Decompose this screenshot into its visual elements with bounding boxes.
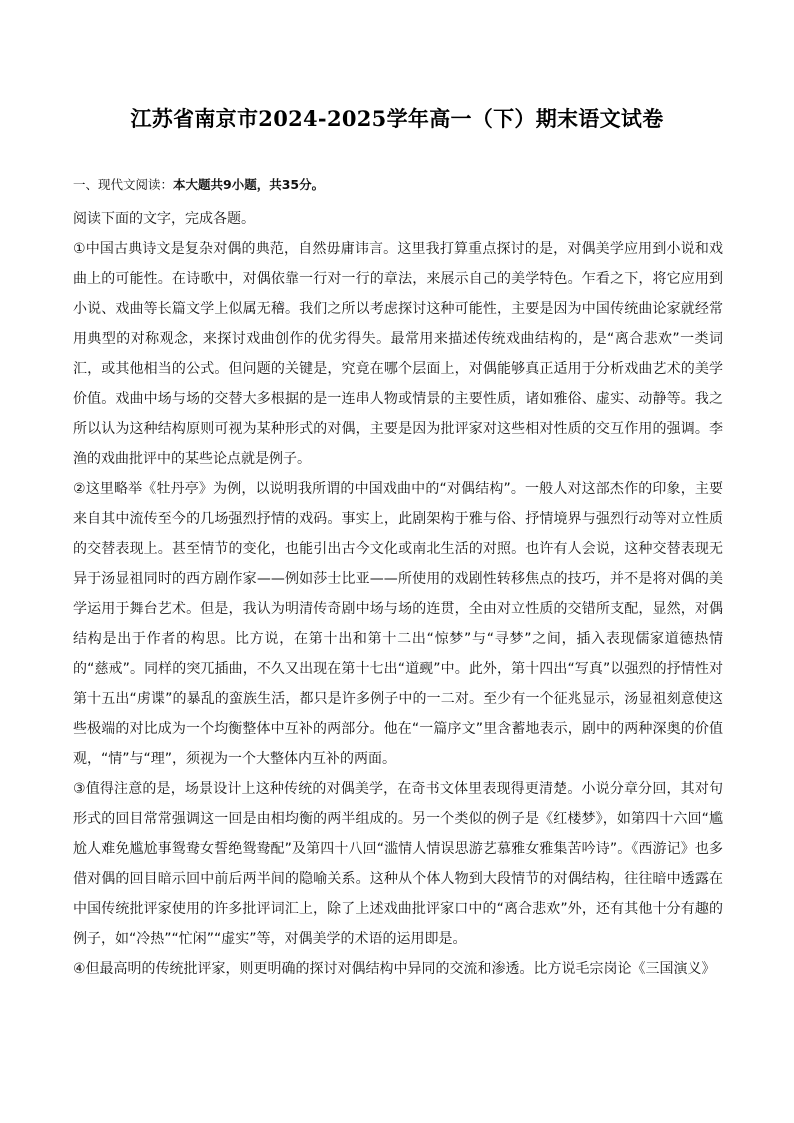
exam-title: 江苏省南京市2024-2025学年高一（下）期末语文试卷 [130, 106, 664, 131]
exam-content [73, 172, 723, 984]
paragraph-4: ④但最高明的传统批评家，则更明确的探讨对偶结构中异同的交流和渗透。比方说毛宗岗论《三国演义》 [73, 961, 716, 977]
paragraph-2: ②这里略举《牡丹亭》为例，以说明我所谓的中国戏曲中的“对偶结构”。一般人对这部杰作的印象，主要来自其中流传至今的几场强烈抒情的戏码。事实上，此剧架构于雅与俗、抒情境界与强烈行动等对立性质的交替表现上。甚至情节的变化，也能引出古今文化或南北生活的对照。也许有人会说，这种交替表现无异于汤显祖同时的西方剧作家——例如莎士比亚——所使用的戏剧性转移焦点的技巧，并不是将对偶的美学运用于舞台艺术。但是，我认为明清传奇剧中场与场的连贯，全由对立性质的交错所支配，显然，对偶结构是出于作者的构思。比方说，在第十出和第十二出“惊梦”与“寻梦”之间，插入表现儒家道德热情的“慈戒”。同样的突兀插曲，不久又出现在第十七出“道觋”中。此外，第十四出“写真”以强烈的抒情性对第十五出“虏谍”的暴乱的蛮族生活，都只是许多例子中的一二对。至少有一个征兆显示，汤显祖刻意使这些极端的对比成为一个均衡整体中互补的两部分。他在“一篇序文”里含蓄地表示，剧中的两种深奥的价值观，“情”与“理”，须视为一个大整体内互补的两面。 [73, 481, 723, 767]
reading-instruction: 阅读下面的文字，完成各题。 [73, 211, 255, 227]
section-heading [73, 172, 723, 198]
paragraph-1: ①中国古典诗文是复杂对偶的典范，自然毋庸讳言。这里我打算重点探讨的是，对偶美学应用到小说和戏曲上的可能性。在诗歌中，对偶依靠一行对一行的章法，来展示自己的美学特色。乍看之下，将它应用到小说、戏曲等长篇文学上似属无稽。我们之所以考虑探讨这种可能性，主要是因为中国传统曲论家就经常用典型的对称观念，来探讨戏曲创作的优劣得失。最常用来描述传统戏曲结构的，是“离合悲欢”一类词汇，或其他相当的公式。但问题的关键是，究竟在哪个层面上，对偶能够真正适用于分析戏曲艺术的美学价值。戏曲中场与场的交替大多根据的是一连串人物或情景的主要性质，诸如雅俗、虚实、动静等。我之所以认为这种结构原则可视为某种形式的对偶，主要是因为批评家对这些相对性质的交互作用的强调。李渔的戏曲批评中的某些论点就是例子。 [73, 241, 723, 467]
section-heading-prefix: 一、现代文阅读： [73, 177, 174, 192]
section-heading-bold: 本大题共9小题，共35分。 [173, 177, 325, 192]
paragraph-3: ③值得注意的是，场景设计上这种传统的对偶美学，在奇书文体里表现得更清楚。小说分章分回，其对句形式的回目常常强调这一回是由相均衡的两半组成的。另一个类似的例子是《红楼梦》，如第四十六回“尴尬人难免尴尬事鸳鸯女誓绝鸳鸯配”及第四十八回“滥情人情误思游艺慕雅女雅集苦吟诗”。《西游记》也多借对偶的回目暗示回中前后两半间的隐喻关系。这种从个体人物到大段情节的对偶结构，往往暗中透露在中国传统批评家使用的许多批评词汇上，除了上述戏曲批评家口中的“离合悲欢”外，还有其他十分有趣的例子，如“冷热”“忙闲”“虚实”等，对偶美学的术语的运用即是。 [73, 781, 723, 947]
